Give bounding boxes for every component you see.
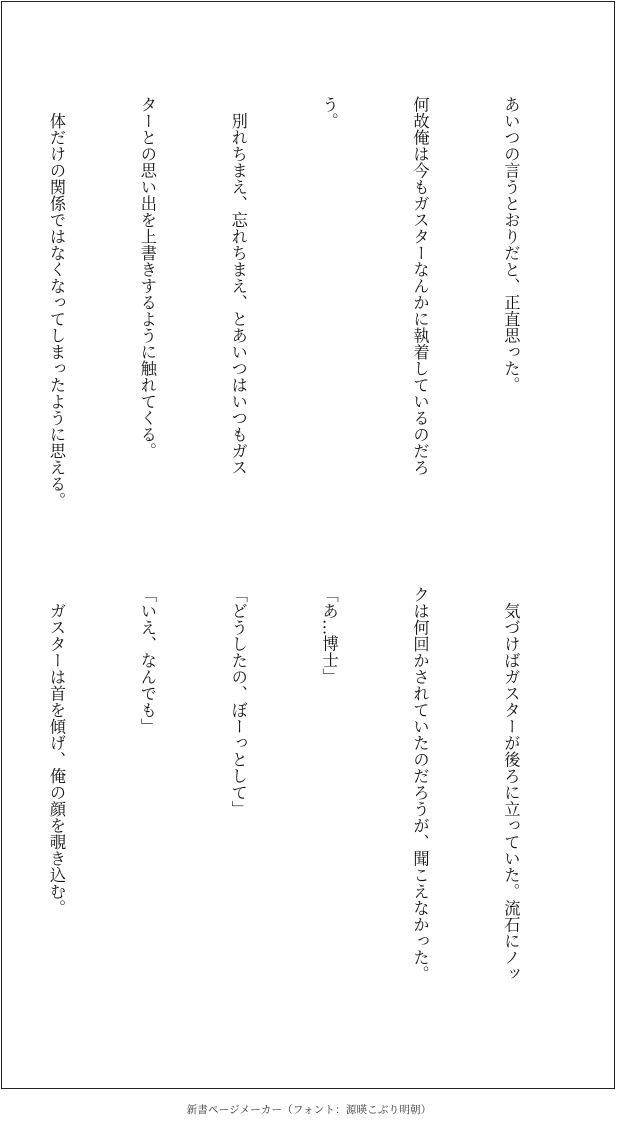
text-line: あいつの言うとおりだと、正直思った。 — [501, 96, 521, 393]
text-line: クは何回かされていたのだろうが、聞こえなかった。 — [410, 586, 430, 982]
page-frame — [1, 1, 615, 1089]
text-line: 「いえ、なんでも」 — [137, 586, 157, 735]
text-line: 体だけの関係ではなくなってしまったように思える。 — [46, 96, 66, 509]
text-line: 別れちまえ、忘れちまえ、とあいつはいつもガス — [228, 96, 248, 476]
text-line: 何故俺は今もガスターなんかに執着しているのだろ — [410, 96, 430, 476]
text-line: 「あ…博士」 — [319, 586, 339, 685]
lower-text-block — [0, 586, 586, 1056]
upper-text-block — [0, 96, 586, 556]
text-line: 気づけばガスターが後ろに立っていた。流石にノッ — [501, 586, 521, 982]
text-line: う。 — [319, 96, 339, 129]
footer-credit: 新書ページメーカー（フォント：源暎こぶり明朝） — [186, 1104, 432, 1116]
text-line: 「どうしたの、ぼーっとして」 — [228, 586, 248, 817]
text-line: ターとの思い出を上書きするように触れてくる。 — [137, 96, 157, 459]
text-line: ガスターは首を傾げ、俺の顔を覗き込む。 — [46, 586, 66, 916]
